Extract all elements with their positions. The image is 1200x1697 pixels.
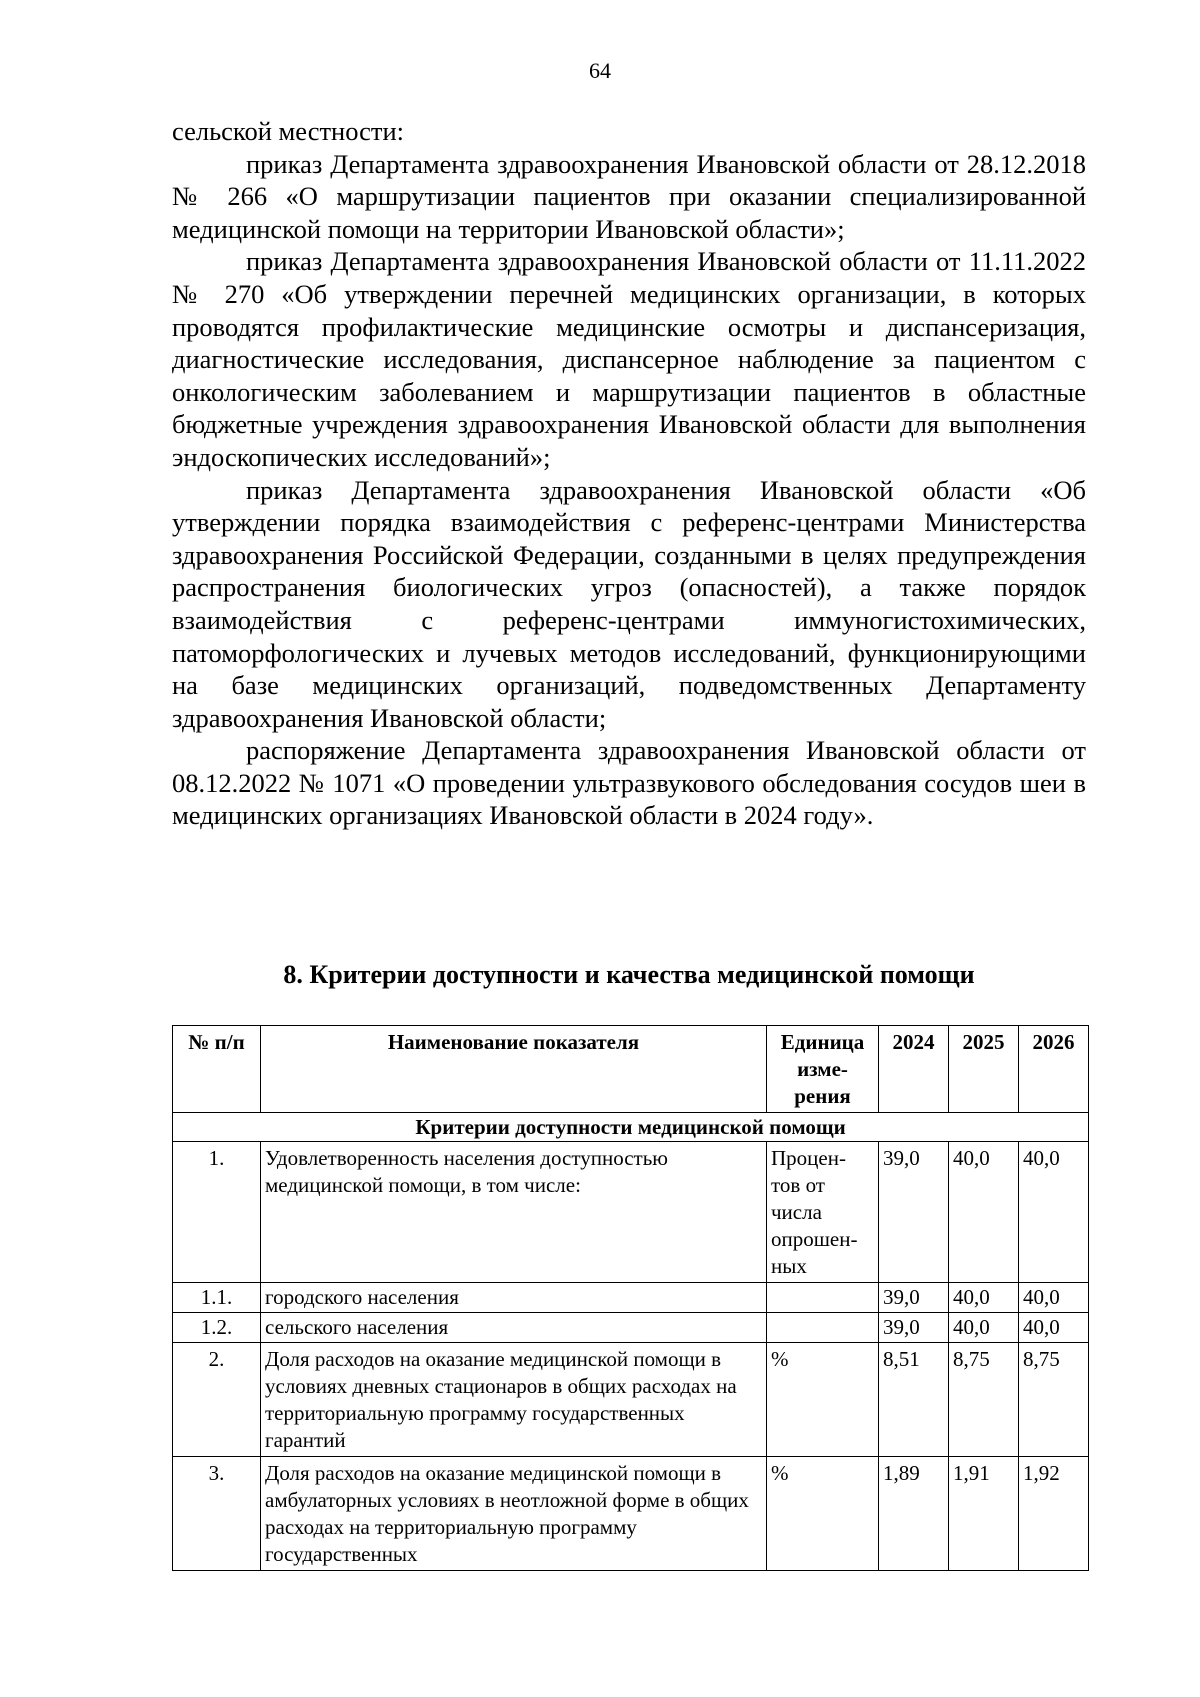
- section-heading: Критерии доступности медицинской помощи: [173, 1113, 1089, 1142]
- header-2025: 2025: [949, 1026, 1019, 1113]
- row-2024: 39,0: [879, 1283, 949, 1313]
- row-2024: 1,89: [879, 1457, 949, 1571]
- row-2025: 40,0: [949, 1313, 1019, 1343]
- header-unit: Единица изме-рения: [767, 1026, 879, 1113]
- row-2026: 40,0: [1019, 1142, 1089, 1283]
- section-title: 8. Критерии доступности и качества медицинской помощи: [283, 960, 975, 989]
- row-2026: 1,92: [1019, 1457, 1089, 1571]
- header-num: № п/п: [173, 1026, 261, 1113]
- page-number: 64: [589, 58, 611, 83]
- row-2026: 40,0: [1019, 1283, 1089, 1313]
- row-name: Доля расходов на оказание медицинской помощи в амбулаторных условиях в неотложной форме в общих расходах на территориальную программу государственных: [261, 1457, 767, 1571]
- row-unit: %: [767, 1343, 879, 1457]
- paragraph-order-reference-centers: приказ Департамента здравоохранения Ивановской области «Об утверждении порядка взаимодействия с референс-центрами Министерства здравоохранения Российской Федерации, созданными в целях предупреждения распространения биологических угроз (опасностей), а также порядок взаимодействия с референс-центрами иммуногистохимических, патоморфологических и лучевых методов исследований, функционирующими на базе медицинских организаций, подведомственных Департаменту здравоохранения Ивановской области;: [172, 474, 1086, 733]
- criteria-table: [172, 1025, 1089, 1571]
- row-num: 3.: [173, 1457, 261, 1571]
- header-2026: 2026: [1019, 1026, 1089, 1113]
- table-row: [173, 1457, 1089, 1571]
- row-2025: 40,0: [949, 1142, 1019, 1283]
- table-row: [173, 1313, 1089, 1343]
- table-row: [173, 1142, 1089, 1283]
- row-2025: 1,91: [949, 1457, 1019, 1571]
- row-unit: [767, 1313, 879, 1343]
- row-2024: 39,0: [879, 1313, 949, 1343]
- table-header-row: [173, 1026, 1089, 1113]
- table-row: [173, 1343, 1089, 1457]
- row-num: 2.: [173, 1343, 261, 1457]
- row-2024: 8,51: [879, 1343, 949, 1457]
- row-name: сельского населения: [261, 1313, 767, 1343]
- row-num: 1.1.: [173, 1283, 261, 1313]
- row-2025: 8,75: [949, 1343, 1019, 1457]
- table-row: [173, 1283, 1089, 1313]
- row-name: Удовлетворенность населения доступностью медицинской помощи, в том числе:: [261, 1142, 767, 1283]
- row-num: 1.2.: [173, 1313, 261, 1343]
- row-name: городского населения: [261, 1283, 767, 1313]
- row-name: Доля расходов на оказание медицинской помощи в условиях дневных стационаров в общих расходах на территориальную программу государственных гарантий: [261, 1343, 767, 1457]
- row-2026: 8,75: [1019, 1343, 1089, 1457]
- paragraph-directive-1071: распоряжение Департамента здравоохранения Ивановской области от 08.12.2022 № 1071 «О проведении ультразвукового обследования сосудов шеи в медицинских организациях Ивановской области в 2024 году».: [172, 735, 1086, 831]
- paragraph-order-270: приказ Департамента здравоохранения Ивановской области от 11.11.2022 № 270 «Об утверждении перечней медицинских организации, в которых проводятся профилактические медицинские осмотры и диспансеризация, диагностические исследования, диспансерное наблюдение за пациентом с онкологическим заболеванием и маршрутизации пациентов в областные бюджетные учреждения здравоохранения Ивановской области для выполнения эндоскопических исследований»;: [172, 246, 1086, 472]
- header-2024: 2024: [879, 1026, 949, 1113]
- row-unit: Процен-тов от числа опрошен-ных: [767, 1142, 879, 1283]
- row-unit: %: [767, 1457, 879, 1571]
- row-2025: 40,0: [949, 1283, 1019, 1313]
- table-section-row: [173, 1113, 1089, 1142]
- row-2026: 40,0: [1019, 1313, 1089, 1343]
- body-text: [172, 115, 1086, 832]
- row-unit: [767, 1283, 879, 1313]
- paragraph-order-266: приказ Департамента здравоохранения Ивановской области от 28.12.2018 № 266 «О маршрутизации пациентов при оказании специализированной медицинской помощи на территории Ивановской области»;: [172, 148, 1086, 244]
- header-name: Наименование показателя: [261, 1026, 767, 1113]
- row-num: 1.: [173, 1142, 261, 1283]
- row-2024: 39,0: [879, 1142, 949, 1283]
- paragraph-intro: сельской местности:: [172, 116, 405, 146]
